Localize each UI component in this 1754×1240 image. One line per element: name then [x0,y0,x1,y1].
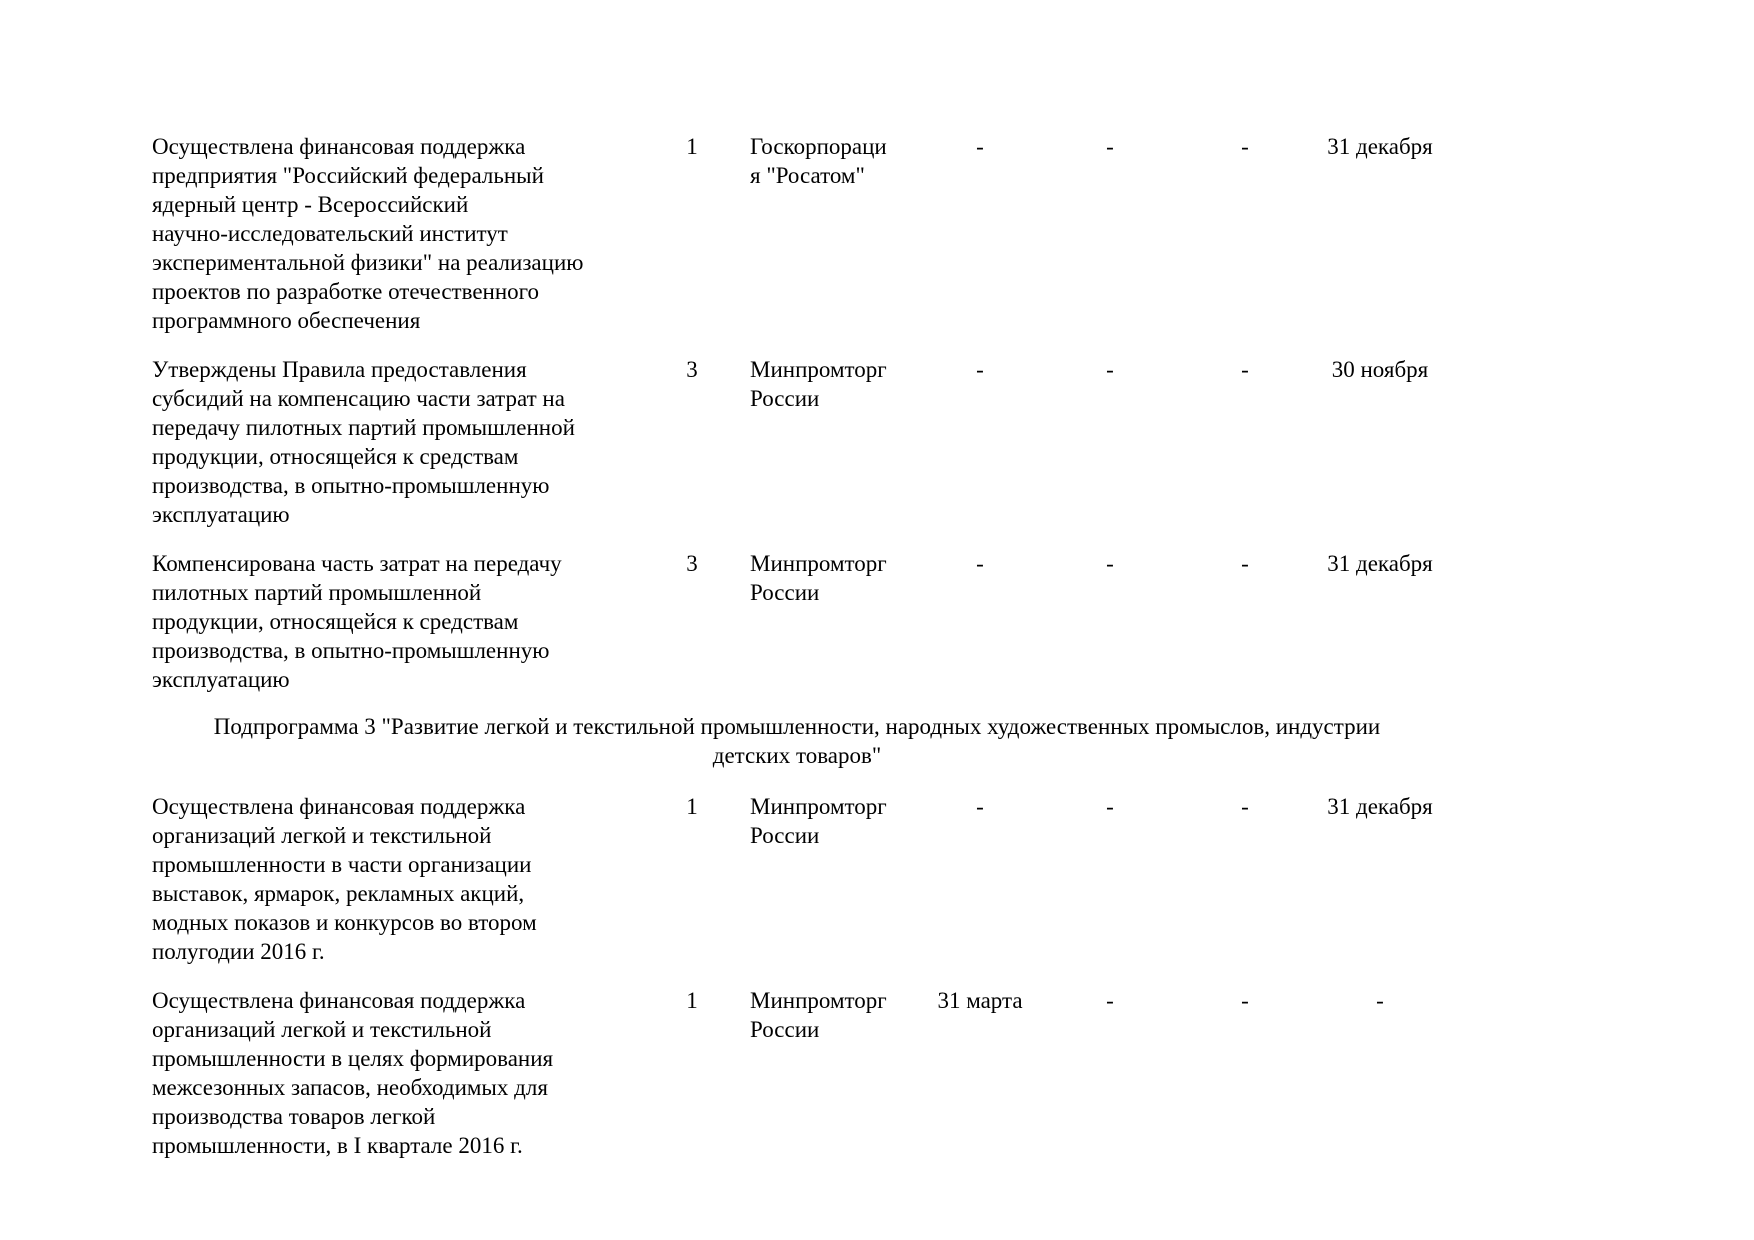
event-description: Осуществлена финансовая поддержка организаций легкой и текстильной промышленности в части организации выставок, ярмарок, рекламных акций, модных показов и конкурсов во втором полугодии 2016 г. [152,794,537,964]
responsible-executor: Минпромторг России [750,794,887,848]
priority-number: 3 [686,357,698,382]
deadline-q2: - [1106,134,1114,159]
event-description: Осуществлена финансовая поддержка организаций легкой и текстильной промышленности в целях формирования межсезонных запасов, необходимых для производства товаров легкой промышленности, в I квартале 2016 г. [152,988,554,1158]
priority-number: 1 [686,794,698,819]
deadline-q1: - [976,357,984,382]
deadline-q4: 31 декабря [1327,134,1433,159]
deadline-q3: - [1241,551,1249,576]
deadline-q4: 31 декабря [1327,794,1433,819]
event-description: Компенсирована часть затрат на передачу пилотных партий промышленной продукции, относящейся к средствам производства, в опытно-промышленную эксплуатацию [152,551,562,692]
deadline-q2: - [1106,357,1114,382]
event-description: Утверждены Правила предоставления субсидий на компенсацию части затрат на передачу пилотных партий промышленной продукции, относящейся к средствам производства, в опытно-промышленную эксплуатацию [152,357,575,527]
deadline-q1: - [976,551,984,576]
deadline-q3: - [1241,134,1249,159]
deadline-q2: - [1106,794,1114,819]
priority-number: 3 [686,551,698,576]
deadline-q1: - [976,134,984,159]
responsible-executor: Госкорпораци я "Росатом" [750,134,887,188]
subprogram-heading: Подпрограмма 3 "Развитие легкой и текстильной промышленности, народных художественных промыслов, индустрии детских товаров" [213,714,1381,768]
deadline-q2: - [1106,988,1114,1013]
deadline-q3: - [1241,988,1249,1013]
responsible-executor: Минпромторг России [750,357,887,411]
priority-number: 1 [686,134,698,159]
deadline-q1: - [976,794,984,819]
deadline-q4: 30 ноября [1331,357,1429,382]
deadline-q4: - [1376,988,1384,1013]
responsible-executor: Минпромторг России [750,551,887,605]
deadline-q1: 31 марта [937,988,1023,1013]
deadline-q2: - [1106,551,1114,576]
priority-number: 1 [686,988,698,1013]
deadline-q3: - [1241,357,1249,382]
deadline-q3: - [1241,794,1249,819]
event-description: Осуществлена финансовая поддержка предприятия "Российский федеральный ядерный центр - Всероссийский научно-исследовательский институт экспериментальной физики" на реализацию проектов по разработке отечественного программного обеспечения [152,134,584,333]
deadline-q4: 31 декабря [1327,551,1433,576]
responsible-executor: Минпромторг России [750,988,887,1042]
